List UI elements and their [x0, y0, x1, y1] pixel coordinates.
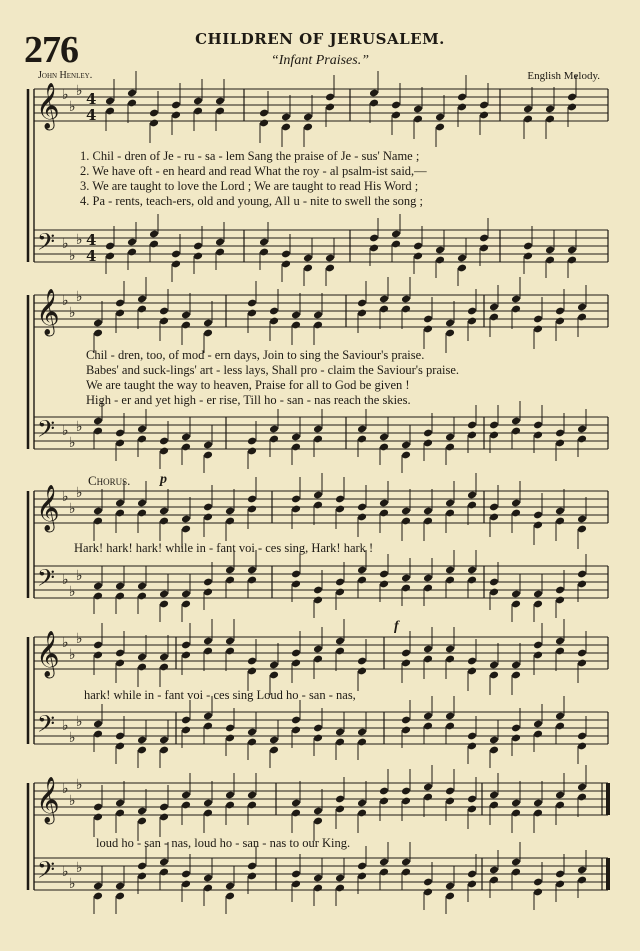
- hymn-number: 276: [24, 29, 78, 71]
- flat-icon: ♭: [62, 423, 69, 439]
- flat-icon: ♭: [76, 860, 83, 876]
- verse-3-line-2: We are taught the way to heaven, Praise for all to God be given !: [86, 378, 410, 392]
- bass-clef-icon: 𝄢: [37, 710, 56, 743]
- verse-2-line-2: Babes' and suck-lings' art - less lays, Shall pro - claim the Saviour's praise.: [86, 363, 459, 377]
- verse-3-line-1: 3. We are taught to love the Lord ; We are taught to read His Word ;: [80, 179, 419, 193]
- time-signature: 4: [86, 247, 97, 265]
- flat-icon: ♭: [62, 781, 69, 797]
- treble-clef-icon: 𝄞: [36, 485, 60, 531]
- treble-clef-icon: 𝄞: [36, 631, 60, 677]
- flat-icon: ♭: [76, 631, 83, 647]
- flat-icon: ♭: [69, 730, 76, 746]
- flat-icon: ♭: [76, 568, 83, 584]
- flat-icon: ♭: [69, 584, 76, 600]
- flat-icon: ♭: [69, 435, 76, 451]
- time-signature: 4: [86, 231, 97, 249]
- flat-icon: ♭: [76, 289, 83, 305]
- bass-clef-icon: 𝄢: [37, 228, 56, 261]
- flat-icon: ♭: [62, 87, 69, 103]
- treble-clef-icon: 𝄞: [36, 777, 60, 823]
- verse-1-line-1: 1. Chil - dren of Je - ru - sa - lem Sang the praise of Je - sus' Name ;: [80, 149, 420, 163]
- dynamic-piano: p: [160, 472, 167, 487]
- flat-icon: ♭: [69, 647, 76, 663]
- flat-icon: ♭: [76, 232, 83, 248]
- time-signature: 4: [86, 106, 97, 124]
- verse-4-line-2: High - er and yet high - er rise, Till ho - san - nas reach the skies.: [86, 393, 411, 407]
- flat-icon: ♭: [69, 876, 76, 892]
- bass-clef-icon: 𝄢: [37, 856, 56, 889]
- flat-icon: ♭: [62, 718, 69, 734]
- verse-4-line-1: 4. Pa - rents, teach-ers, old and young, All u - nite to swell the song ;: [80, 194, 423, 208]
- bass-clef-icon: 𝄢: [37, 415, 56, 448]
- flat-icon: ♭: [69, 305, 76, 321]
- flat-icon: ♭: [62, 864, 69, 880]
- chorus-lyric-1: Hark! hark! hark! while in - fant voi - ces sing, Hark! hark !: [74, 541, 374, 555]
- flat-icon: ♭: [69, 793, 76, 809]
- flat-icon: ♭: [76, 714, 83, 730]
- flat-icon: ♭: [69, 248, 76, 264]
- tune-name: English Melody.: [527, 70, 600, 82]
- hymn-title: CHILDREN OF JERUSALEM.: [195, 30, 445, 48]
- flat-icon: ♭: [62, 489, 69, 505]
- chorus-label: Chorus.: [88, 473, 131, 488]
- dynamic-forte: f: [394, 619, 399, 634]
- verse-1-line-2: Chil - dren, too, of mod - ern days, Join to sing the Saviour's praise.: [86, 348, 425, 362]
- treble-clef-icon: 𝄞: [36, 83, 60, 129]
- hymn-subtitle: “Infant Praises.”: [270, 53, 369, 68]
- bass-clef-icon: 𝄢: [37, 564, 56, 597]
- flat-icon: ♭: [76, 419, 83, 435]
- flat-icon: ♭: [76, 485, 83, 501]
- verse-2-line-1: 2. We have oft - en heard and read What the roy - al psalm-ist said,—: [80, 164, 427, 178]
- flat-icon: ♭: [62, 236, 69, 252]
- flat-icon: ♭: [69, 501, 76, 517]
- words-by: John Henley.: [38, 70, 93, 81]
- chorus-lyric-3: loud ho - san - nas, loud ho - san - nas to our King.: [96, 836, 351, 850]
- chorus-lyric-2: hark! while in - fant voi - ces sing Loud ho - san - nas,: [84, 688, 356, 702]
- treble-clef-icon: 𝄞: [36, 289, 60, 335]
- time-signature: 4: [86, 90, 97, 108]
- flat-icon: ♭: [62, 635, 69, 651]
- flat-icon: ♭: [76, 83, 83, 99]
- flat-icon: ♭: [62, 293, 69, 309]
- flat-icon: ♭: [62, 572, 69, 588]
- flat-icon: ♭: [76, 777, 83, 793]
- flat-icon: ♭: [69, 99, 76, 115]
